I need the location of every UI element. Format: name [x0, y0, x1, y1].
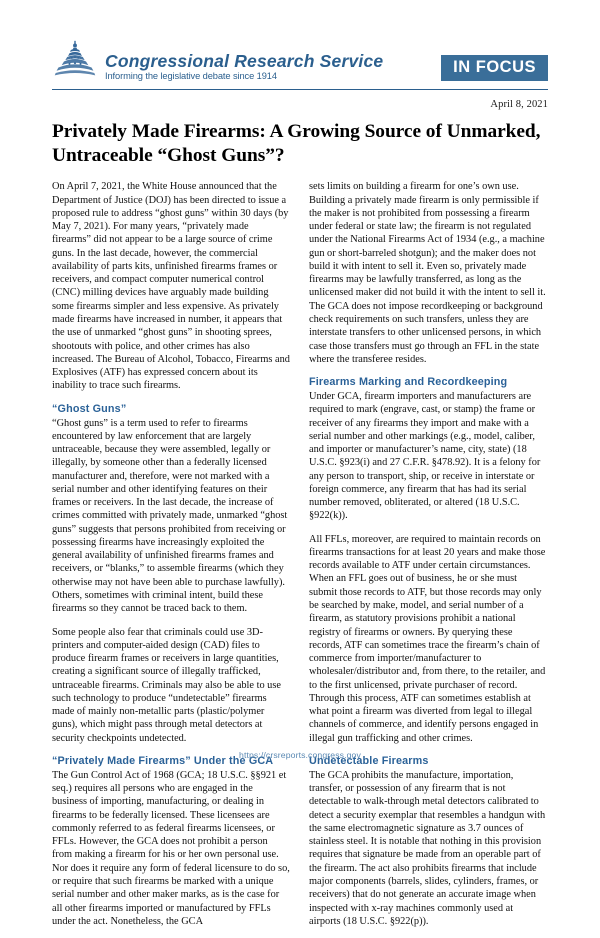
document-header: [52, 0, 548, 84]
section-heading: “Privately Made Firearms” Under the GCA: [52, 754, 274, 767]
crs-logo-block: [52, 39, 441, 84]
page-title: Privately Made Firearms: A Growing Source of Unmarked, Untraceable “Ghost Guns”?: [52, 121, 541, 166]
body-paragraph: The Gun Control Act of 1968 (GCA; 18 U.S.C. §§921 et seq.) requires all persons who are engaged in the business of importing, manufacturing, or dealing in firearms to be federally licensed. These licensees are commonly referred to as federal firearms licensees, or FFLs. However, the GCA does not prohibit a person from making a firearm for his or her own personal use. Nor does it require any form of federal licensure to do so, or require that such firearms be marked with a unique serial number and other maker marks, as is the case for all other firearms imported or manufactured by FFLs under the act. Nonetheless, the GCA: [52, 769, 290, 927]
body-paragraph: On April 7, 2021, the White House announced that the Department of Justice (DOJ) has been directed to issue a proposed rule to address “ghost guns” within 30 days (by May 7, 2021). For many years, “privately made firearms” did not appear to be a large source of crime guns. In the last decade, however, the commercial availability of parts kits, unfinished firearms frames or receivers, and compact computer numerical control (CNC) milling devices have arguably made building some firearms simpler and less expensive. As privately made firearms have increased in number, it appears that the use of unmarked “ghost guns” in shooting sprees, shootouts with police, and other crimes has also increased. The Bureau of Alcohol, Tobacco, Firearms and Explosives (ATF) has expressed concern about its inability to trace such firearms.: [52, 181, 290, 392]
crs-reports-link[interactable]: https://crsreports.congress.gov: [239, 750, 361, 760]
section-heading: Firearms Marking and Recordkeeping: [309, 376, 508, 389]
body-paragraph: Some people also fear that criminals could use 3D-printers and computer-aided design (CAD) files to produce firearm frames or receivers in large quantities, creating a significant source of illegally trafficked, untraceable firearms. Criminals may also be able to use such technology to produce “undetectable” firearms made of mainly non-metallic parts (plastic/polymer guns), which might pass through metal detectors at security checkpoints undetected.: [52, 626, 281, 744]
crs-wordmark: [105, 52, 383, 83]
publication-date: April 8, 2021: [490, 99, 548, 110]
capitol-dome-icon: [52, 39, 98, 85]
body-paragraph: The GCA prohibits the manufacture, importation, transfer, or possession of any firearm that is not detectable to walk-through metal detectors calibrated to detect a security exemplar that resembles a handgun with the same electromagnetic signature as 3.7 ounces of stainless steel. It is notable that nothing in this provision requires that signature be made from an operable part of the firearm. The act also prohibits firearms that include major components (barrels, slides, cylinders, frames, or receivers) that do not generate an accurate image when inspected with x-ray machines commonly used at airports (18 U.S.C. §922(p)).: [309, 769, 546, 927]
section-heading: Undetectable Firearms: [309, 754, 429, 767]
body-paragraph: sets limits on building a firearm for one’s own use. Building a privately made firearm is only permissible if the maker is not prohibited from possessing a firearm under federal or state law; the firearm is not regulated under the National Firearms Act of 1934 (e.g., a machine gun or short-barreled shotgun); and the maker does not build it with intent to sell it. Even so, privately made firearms may be lawfully transferred, as long as the unlicensed maker did not build it with the intent to sell it. The GCA does not impose recordkeeping or background check requirements on such transfers, unless they are interstate transfers to other unlicensed persons, in which case those transfers must go through an FFL in the state where the transferee resides.: [309, 181, 546, 365]
section-heading: “Ghost Guns”: [52, 402, 127, 415]
right-column: [309, 180, 547, 938]
body-paragraph: Under GCA, firearm importers and manufacturers are required to mark (engrave, cast, or stamp) the frame or receiver of any firearms they import and make with a serial number and other markings (e.g., model, caliber, and importer or manufacturer’s name, city, state) (18 U.S.C. §923(i) and 27 C.F.R. §478.92). It is a felony for any person to transport, ship, or receive in interstate or foreign commerce, any firearm that has had its serial number removed, obliterated, or altered (18 U.S.C. §922(k)).: [309, 391, 541, 522]
in-focus-badge: IN FOCUS: [441, 55, 548, 81]
document-footer: [0, 745, 600, 763]
body-paragraph: “Ghost guns” is a term used to refer to firearms encountered by law enforcement that are largely untraceable, because they were assembled, legally or illegally, by someone other than a federally licensed manufacturer and, therefore, were not marked with a serial number and other identifying features on their frames or receivers. In the last decade, the increase of crimes committed with privately made, unmarked “ghost guns” suggests that persons prohibited from receiving or possessing firearms have increasingly exploited the general availability of unfinished firearms frames and receivers, or “blanks,” to assemble firearms (which they otherwise may not have been able to purchase lawfully). Others, sometimes with criminal intent, build these firearms so they cannot be traced back to them.: [52, 417, 288, 615]
body-columns: [52, 180, 548, 938]
body-paragraph: All FFLs, moreover, are required to maintain records on firearms transactions for at least 20 years and make those records available to ATF under certain circumstances. When an FFL goes out of business, he or she must submit those records to ATF, but those records may only be searched by make, model, and serial number of a firearm, as statutory provisions prohibit a national registry of firearms or owners. By querying these records, ATF can sometimes trace the firearm’s chain of commerce from importer/manufacturer to wholesaler/distributor and, from there, to the retailer, and to the first unlicensed, private purchaser of record. Through this process, ATF can sometimes establish at what point a firearm was diverted from legal to illegal channels of commerce, and identify persons engaged in illegal gun trafficking and other crimes.: [309, 533, 546, 744]
left-column: [52, 180, 290, 938]
organization-tagline: Informing the legislative debate since 1914: [105, 71, 277, 82]
header-divider: [52, 89, 548, 90]
organization-name: Congressional Research Service: [105, 51, 384, 72]
